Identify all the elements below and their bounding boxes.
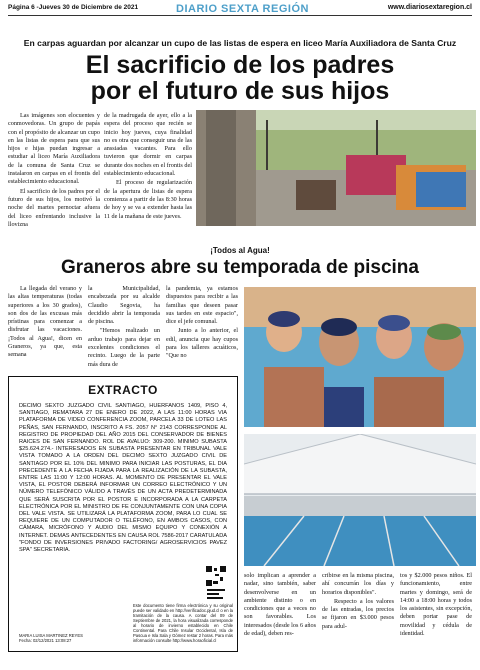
story1-col2-para-2: El proceso de regularización de la apertura de listas de espera comienza a partir de las 8:30 horas de hoy y se va a extender hasta las 11 de la mañana de este jueves. [104, 179, 192, 220]
pool-overview-illustration [244, 434, 476, 566]
story2-bcol2-para-1: cribirse en la misma piscina, ahí concurrán los días y horarios disponibles". [322, 572, 394, 596]
legal-notice-body: DECIMO SEXTO JUZGADO CIVIL SANTIAGO, HUERFANOS 1409, PISO 4, SANTIAGO, REMATARA 27 DE ENERO DE 2022, A LAS 11:00 HORAS VIA PLATAFORMA DE VIDEO CONFERENCIA ZOOM, PARCELA 33 DE LOTEO LAS PEÑAS, SAN FERNANDO, INSCRITO A FS. 2057 N° 2143 CORRESPONDE AL REGISTRO DE PROPIEDAD DEL AÑO 2015 DEL CONSERVADOR DE BIENES RAICES DE SAN FERNANDO. ROL DE AVALUO: 309-200. MINIMO SUBASTA $25.624.274.- INTERESADOS EN SUBASTA PRESENTAR EN TRIBUNAL VALE VISTA TOMADO A LA ORDEN DEL DECIMO SEXTO JUZGADO CIVIL DE SANTIAGO POR EL 10% DEL MINIMO PARA INICIAR LAS POSTURAS, EL DIA PRECEDENTE A LA FECHA FIJADA PARA LA REALIZACIÓN DE LA SUBASTA, ENTRE LAS 11:00 Y 12:00 HORAS. AL MOMENTO DE PRESENTAR EL VALE VISTA, EL POSTOR DEBERÁ INFORMAR UN CORREO ELECTRÓNICO Y UN NÚMERO TELEFÓNICO VÁLIDO A TRAVÉS DE UN ACTA PREDETERMINADA QUE SERÁ SUSCRITA POR EL POSTOR E INCORPORADA A LA CARPETA ELECTRÓNICA POR EL MINISTRO DE FE CONJUNTAMENTE CON UNA COPIA DEL VALE VISTA. SE UTILIZARÁ LA PLATAFORMA ZOOM, PARA LO CUAL SE REQUIERE DE UN COMPUTADOR O TELÉFONO, EN AMBOS CASOS, CON CÁMARA, MICRÓFONO Y AUDIO DEL MISMO EQUIPO Y CONEXIÓN A INTERNET. DEMAS ANTECEDENTES EN CAUSA ROL 7586-2017 CARATULADA "FONDO DE INVERSIONES PRIVADO FACTORING/ AGROSERVICIOS PAVEZ SPA" SECRETARIA. [19, 403, 227, 554]
verification-note: Este documento tiene firma electrónica y su original puede ser validado en http://verificadoc.pjud.cl o en la tramitación de la causa. A contar del 09 de Septiembre de 2021, la hora visualizada corresponde al horario de invierno establecido en Chile Continental. Para Chile Insular Occidental, Isla de Pascua e Isla Sala y Gómez restar 2 horas. Para más información consulte http://www.horaoficial.cl [133, 603, 233, 643]
story1-col1-para-1: Las imágenes son elocuentes y conmovedoras. Un grupo de papás con el propósito de alcanzar un cupo en las listas de espera para que sus hijos e hijas puedan ingresar a estudiar al liceo María Auxiliadora de la comuna de Santa Cruz se instalaron en carpas en el frontis del establecimiento educacional. [8, 112, 100, 186]
signer-block [19, 633, 129, 643]
story1-col2-para-1: de la madrugada de ayer, ello a la espera del proceso que recién se inicio hoy jueves, cuya finalidad no es otra que conseguir una de las anssiadas vacantes. Para ello tuvieron que dormir en carpas durante dos noches en el frontis del establecimiento educacional. [104, 112, 192, 178]
header-rule [8, 15, 472, 16]
story2-bottom-column-3 [400, 572, 472, 639]
story2-col3-para-1: la pandemia, ya estamos dispuestos para recibir a las familias que deseen pasar sus tardes en este espacio", dice el jefe comunal. [166, 285, 238, 326]
pool-kids-illustration [244, 287, 476, 427]
qr-code [205, 565, 227, 606]
story2-headline: Graneros abre su temporada de piscina [61, 257, 419, 278]
story2-photo-kids [244, 287, 476, 427]
story2-col2-para-2: "Hemos realizado un arduo trabajo para dejar en excelentes condiciones el recinto. Luego de la parte más dura de [88, 327, 160, 368]
story1-headline-line2: por el futuro de sus hijos [90, 77, 390, 106]
page-header [0, 0, 480, 28]
page-date: Página 6 -Jueves 30 de Diciembre de 2021 [8, 4, 139, 11]
story1-photo [196, 110, 476, 226]
story2-column-3 [166, 285, 238, 362]
paper-name: DIARIO SEXTA REGIÓN [176, 3, 309, 15]
story1-headline [8, 52, 472, 105]
story2-bcol1-para-1: solo implican a aprender a nadar, sino también, saber desenvolverse en un ambiente distinto o en condiciones que a veces no son favorables. Los interesados (desde los 6 años de edad), deben res- [244, 572, 316, 638]
story2-bcol3-para-1: tos y $2.000 pesos niños. El funcionamiento, entre martes y domingo, será de 14:00 a 18:00 horas y todos los asistentes, sin excepción, deben portar pase de movilidad y cédula de identidad. [400, 572, 472, 638]
story1-kicker: En carpas aguardan por alcanzar un cupo de las listas de espera en liceo María Auxiliadora de Santa Cruz [23, 38, 457, 48]
legal-notice-box [8, 376, 238, 652]
signer-name: MARIA LUISA MARTINEZ REYES [19, 633, 83, 638]
tents-photo-illustration [196, 110, 476, 226]
story2-column-1 [8, 285, 82, 361]
story2-col3-para-2: Junto a lo anterior, el edil, anuncia que hay cupos para los talleres acuáticos, "Que no [166, 327, 238, 360]
legal-notice-title: EXTRACTO [88, 383, 158, 397]
qr-code-graphic [205, 565, 227, 601]
story2-bottom-column-2 [322, 572, 394, 632]
story2-col2-para-1: la Municipalidad, encabezada por su alcalde Claudio Segovia, ha decidido abrir la temporada de piscina. [88, 285, 160, 326]
story2-col1-para-1: La llegada del verano y las altas temperaturas (todas superiores a los 30 grados), son dos de las excusas más prístinas para comenzar a disfrutar las vacaciones. ¡Todos al Agua!, dicen en Graneros, ya que, esta semana [8, 285, 82, 359]
story2-column-2 [88, 285, 160, 370]
story1-column-2 [104, 112, 192, 222]
website-link[interactable]: www.diariosextaregion.cl [387, 4, 472, 11]
story1-column-1 [8, 112, 100, 230]
story2-kicker: ¡Todos al Agua! [210, 246, 270, 255]
story1-headline-line1: El sacrificio de los padres [85, 51, 395, 79]
signer-date: Fecha: 02/12/2021 13:08:27 [19, 638, 72, 643]
story2-photo-pool [244, 434, 476, 566]
story1-col1-para-2: El sacrificio de los padres por el futuro de sus hijos, los motivó la noche del martes pernoctar afuera del liceo enfrentando inclusive la llovizna [8, 187, 100, 228]
story2-bottom-column-1 [244, 572, 316, 639]
story2-bcol2-para-2: Respecto a los valores de las entradas, los precios se fijaron en $3.000 pesos para adul- [322, 597, 394, 630]
